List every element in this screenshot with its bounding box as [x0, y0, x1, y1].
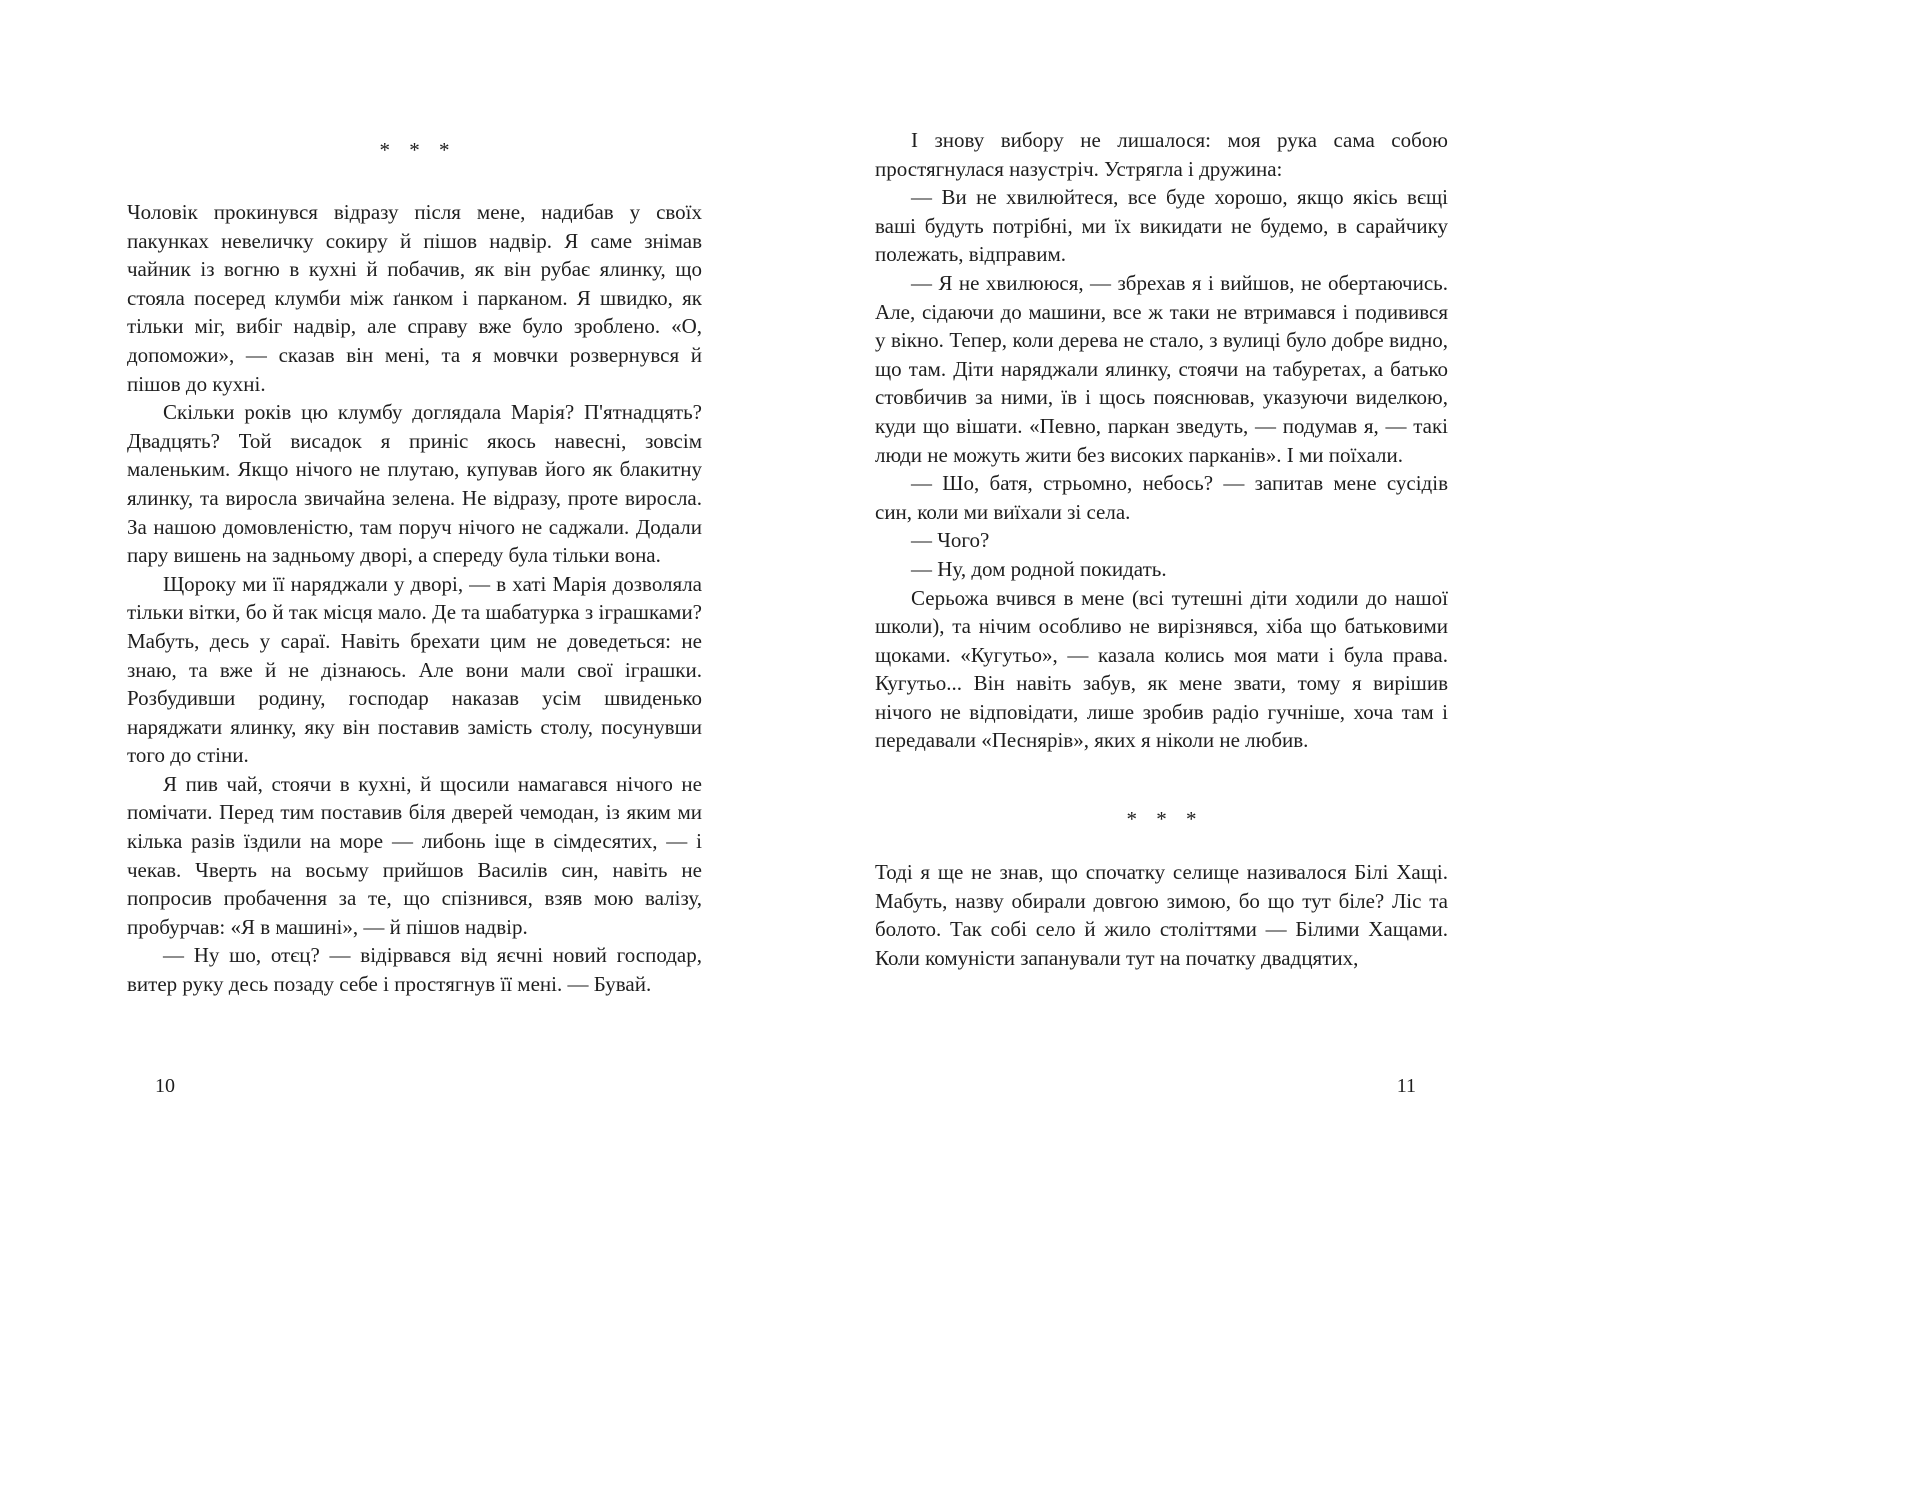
paragraph-dialogue: — Я не хвилююся, — збрехав я і вийшов, не обертаючись. Але, сідаючи до машини, все ж таки не втримався і подивився у вікно. Тепер, коли дерева не стало, з вулиці було добре видно, що там. Діти наряджали ялинку, стоячи на табуретах, а батько стовбичив за ними, їв і щось пояснював, указуючи виделкою, куди що вішати. «Певно, паркан зведуть, — подумав я, — такі люди не можуть жити без високих парканів». І ми поїхали. — [875, 270, 1448, 467]
page-number-left: 10 — [155, 1075, 175, 1097]
paragraph-dialogue: — Чого? — [911, 528, 990, 553]
paragraph: Тоді я ще не знав, що спочатку селище називалося Білі Хащі. Мабуть, назву обирали довгою зимою, бо що тут біле? Ліс та болото. Так собі село й жило століттями — Білими Хащами. Коли комуністи запанували тут на початку двадцятих, — [875, 860, 1448, 970]
paragraph: Скільки років цю клумбу доглядала Марія? П'ятнадцять? Двадцять? Той висадок я приніс якось навесні, зовсім маленьким. Якщо нічого не плутаю, купував його як блакитну ялинку, та виросла звичайна зелена. Не відразу, проте виросла. За нашою домовленістю, там поруч нічого не саджали. Додали пару вишень на задньому дворі, а спереду була тільки вона. — [127, 400, 702, 568]
paragraph: І знову вибору не лишалося: моя рука сама собою простягнулася назустріч. Устрягла і дружина: — [875, 128, 1448, 181]
paragraph: Чоловік прокинувся відразу після мене, надибав у своїх пакунках невеличку сокиру й пішов надвір. Я саме знімав чайник із вогню в кухні й побачив, як він рубає ялинку, що стояла посеред клумби між ґанком і парканом. Я швидко, як тільки міг, вибіг надвір, але справу вже було зроблено. «О, допоможи», — сказав він мені, та я мовчки розвернувся й пішов до кухні. — [127, 200, 702, 396]
paragraph: Серьожа вчився в мене (всі тутешні діти ходили до нашої школи), та нічим особливо не вирізнявся, хіба що батьковими щоками. «Кугутьо», — казала колись моя мати і була права. Кугутьо... Він навіть забув, як мене звати, тому я вирішив нічого не відповідати, лише зробив радіо гучніше, хоча там і передавали «Песнярів», яких я ніколи не любив. — [875, 585, 1448, 753]
paragraph-dialogue: — Ну шо, отєц? — відірвався від яєчні новий господар, витер руку десь позаду себе і простягнув її мені. — Бувай. — [127, 943, 702, 997]
paragraph-dialogue: — Шо, батя, стрьомно, небось? — запитав мене сусідів син, коли ми виїхали зі села. — [875, 471, 1448, 524]
section-separator: * * * — [379, 138, 457, 162]
paragraph-dialogue: — Ну, дом родной покидать. — [911, 556, 1167, 581]
page-right — [875, 0, 1448, 1493]
paragraph: Я пив чай, стоячи в кухні, й щосили намагався нічого не помічати. Перед тим поставив біля дверей чемодан, із яким ми кілька разів їздили на море — либонь іще в сімдесятих, — і чекав. Чверть на восьму прийшов Василів син, навіть не попросив пробачення за те, що спізнився, взяв мою валізу, пробурчав: «Я в машині», — й пішов надвір. — [127, 771, 702, 939]
page-left — [127, 0, 702, 1493]
paragraph: Щороку ми її наряджали у дворі, — в хаті Марія дозволяла тільки вітки, бо й так місця мало. Де та шабатурка з іграшками? Мабуть, десь у сараї. Навіть брехати цим не доведеться: не знаю, та вже й не дізнаюсь. Але вони мали свої іграшки. Розбудивши родину, господар наказав усім швиденько наряджати ялинку, яку він поставив замість столу, посунувши того до стіни. — [127, 571, 702, 768]
section-separator: * * * — [1126, 807, 1204, 832]
page-number-right: 11 — [1396, 1075, 1416, 1097]
paragraph-dialogue: — Ви не хвилюйтеся, все буде хорошо, якщо якісь вєщі ваші будуть потрібні, ми їх викидати не будемо, в сарайчику полежать, відправим. — [875, 185, 1448, 267]
